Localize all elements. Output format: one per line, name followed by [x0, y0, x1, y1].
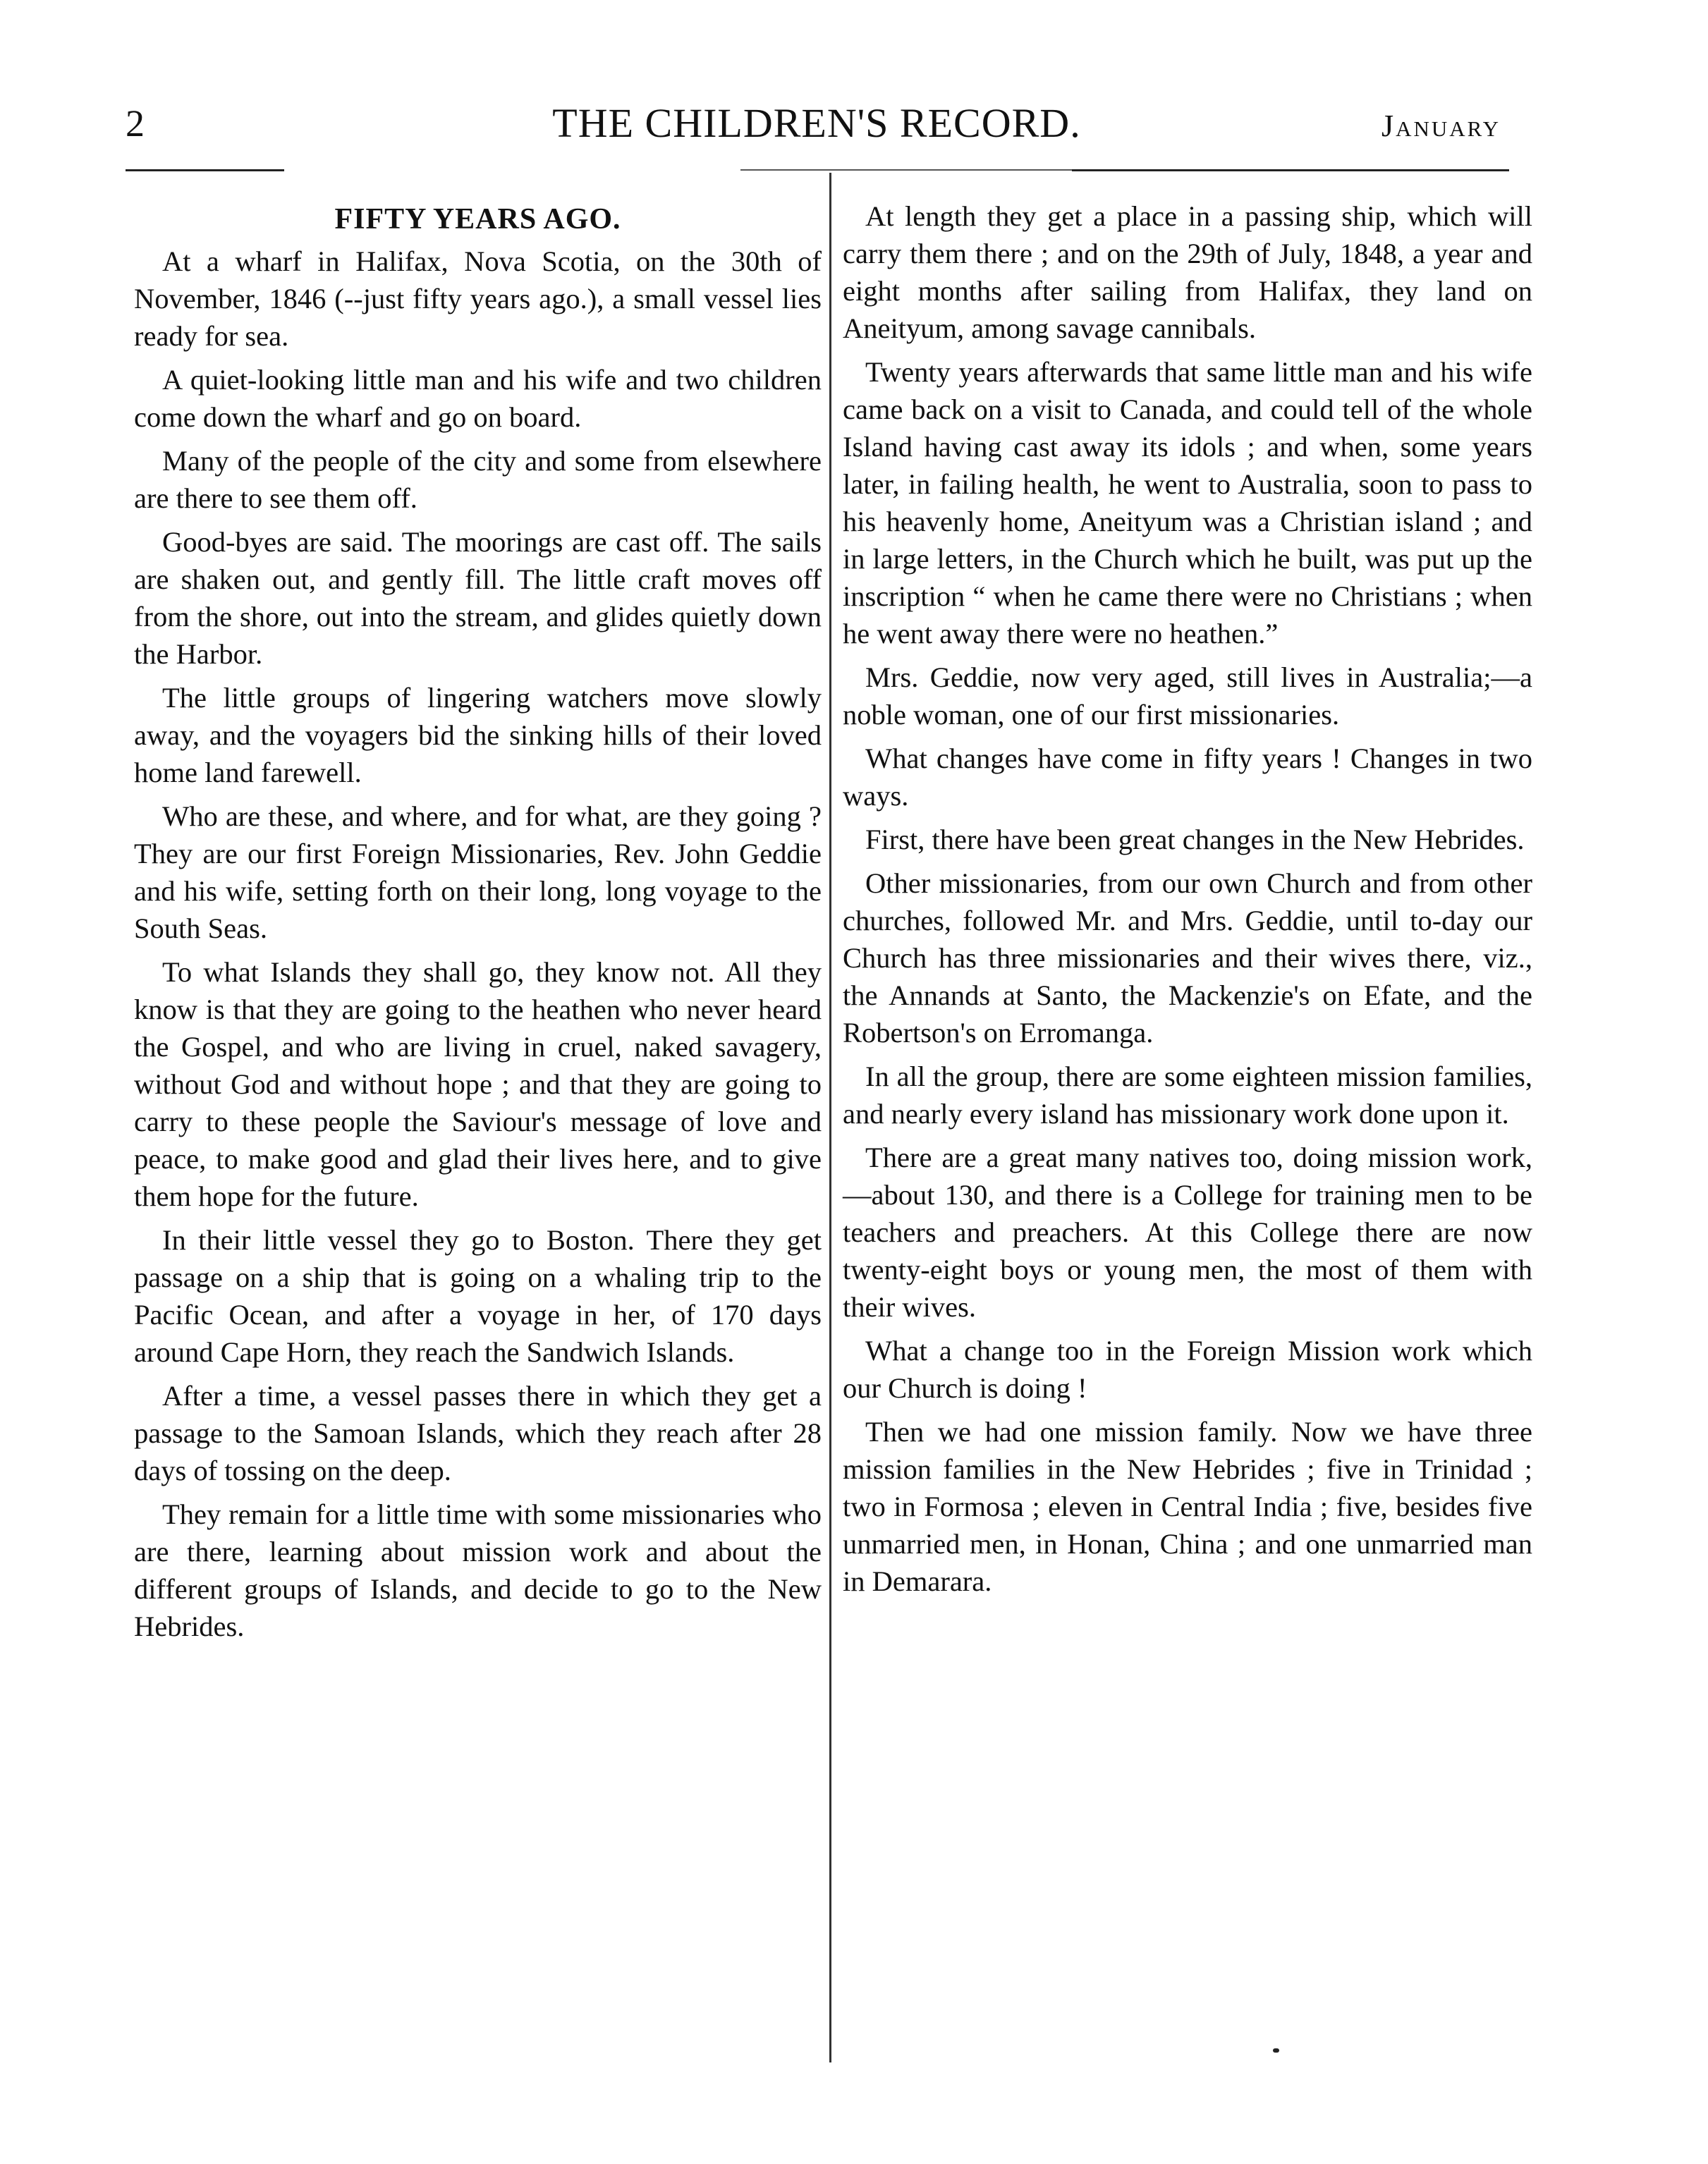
paragraph: Who are these, and where, and for what, are they going ? They are our first Foreign Missionaries, Rev. John Geddie and his wife, setting forth on their long, long voyage to the South Seas.	[134, 800, 822, 944]
paragraph: Then we had one mission family. Now we have three mission families in the New Hebrides ; five in Trinidad ; two in Formosa ; eleven in Central India ; five, besides five unmarried men, in Honan, China ; and one unmarried man in Demarara.	[843, 1416, 1532, 1597]
header-rule-right	[1072, 169, 1509, 171]
paragraph: They remain for a little time with some missionaries who are there, learning about mission work and about the different groups of Islands, and decide to go to the New Hebrides.	[134, 1498, 822, 1642]
article-heading: FIFTY YEARS AGO.	[334, 203, 621, 236]
issue-month: January	[1381, 109, 1501, 143]
paragraph: In all the group, there are some eighteen mission families, and nearly every island has missionary work done upon it.	[843, 1060, 1532, 1130]
paragraph: At a wharf in Halifax, Nova Scotia, on the 30th of November, 1846 (--just fifty years ago.), a small vessel lies ready for sea.	[134, 245, 822, 352]
paragraph: Other missionaries, from our own Church and from other churches, followed Mr. and Mrs. Geddie, until to-day our Church has three missionaries and their wives there, viz., the Annands at Santo, the Mackenzie's on Efate, and the Robertson's on Erromanga.	[843, 867, 1532, 1049]
paragraph: After a time, a vessel passes there in which they get a passage to the Samoan Islands, which they reach after 28 days of tossing on the deep.	[134, 1380, 822, 1486]
header-rule-left	[126, 169, 284, 171]
paragraph: What changes have come in fifty years ! Changes in two ways.	[843, 742, 1532, 812]
paragraph: What a change too in the Foreign Mission work which our Church is doing !	[843, 1335, 1532, 1404]
paragraph: The little groups of lingering watchers move slowly away, and the voyagers bid the sinking hills of their loved home land farewell.	[134, 682, 822, 788]
column-divider	[829, 173, 831, 2062]
paragraph: Mrs. Geddie, now very aged, still lives in Australia;—a noble woman, one of our first missionaries.	[843, 661, 1532, 730]
left-column	[134, 197, 822, 1651]
paragraph: First, there have been great changes in the New Hebrides.	[865, 824, 1525, 855]
paragraph: Good-byes are said. The moorings are cast off. The sails are shaken out, and gently fill. The little craft moves off from the shore, out into the stream, and glides quietly down the Harbor.	[134, 526, 822, 670]
paragraph: At length they get a place in a passing ship, which will carry them there ; and on the 29th of July, 1848, a year and eight months after sailing from Halifax, they land on Aneityum, among savage cannibals.	[843, 200, 1532, 344]
header-rule-middle	[740, 169, 1086, 171]
paragraph: A quiet-looking little man and his wife and two children come down the wharf and go on board.	[134, 364, 822, 433]
paragraph: To what Islands they shall go, they know not. All they know is that they are going to the heathen who never heard the Gospel, and who are living in cruel, naked savagery, without God and without hope ; and that they are going to carry to these people the Saviour's message of love and peace, to make good and glad their lives here, and to give them hope for the future.	[134, 956, 822, 1212]
paragraph: There are a great many natives too, doing mission work,—about 130, and there is a College for training men to be teachers and preachers. At this College there are now twenty-eight boys or young men, the most of them with their wives.	[843, 1142, 1532, 1323]
page-number: 2	[126, 102, 145, 145]
page-header	[126, 99, 1508, 162]
right-column	[843, 197, 1532, 1606]
ink-speck	[1273, 2048, 1279, 2053]
paragraph: Twenty years afterwards that same little man and his wife came back on a visit to Canada, and could tell of the whole Island having cast away its idols ; and when, some years later, in failing health, he went to Australia, soon to pass to his heavenly home, Aneityum was a Christian island ; and in large letters, in the Church which he built, was put up the inscription “ when he came there were no Christians ; when he went away there were no heathen.”	[843, 356, 1532, 649]
paragraph: Many of the people of the city and some from elsewhere are there to see them off.	[134, 445, 822, 514]
paragraph: In their little vessel they go to Boston. There they get passage on a ship that is going on a whaling trip to the Pacific Ocean, and after a voyage in her, of 170 days around Cape Horn, they reach the Sandwich Islands.	[134, 1224, 822, 1368]
journal-title: THE CHILDREN'S RECORD.	[552, 100, 1081, 146]
